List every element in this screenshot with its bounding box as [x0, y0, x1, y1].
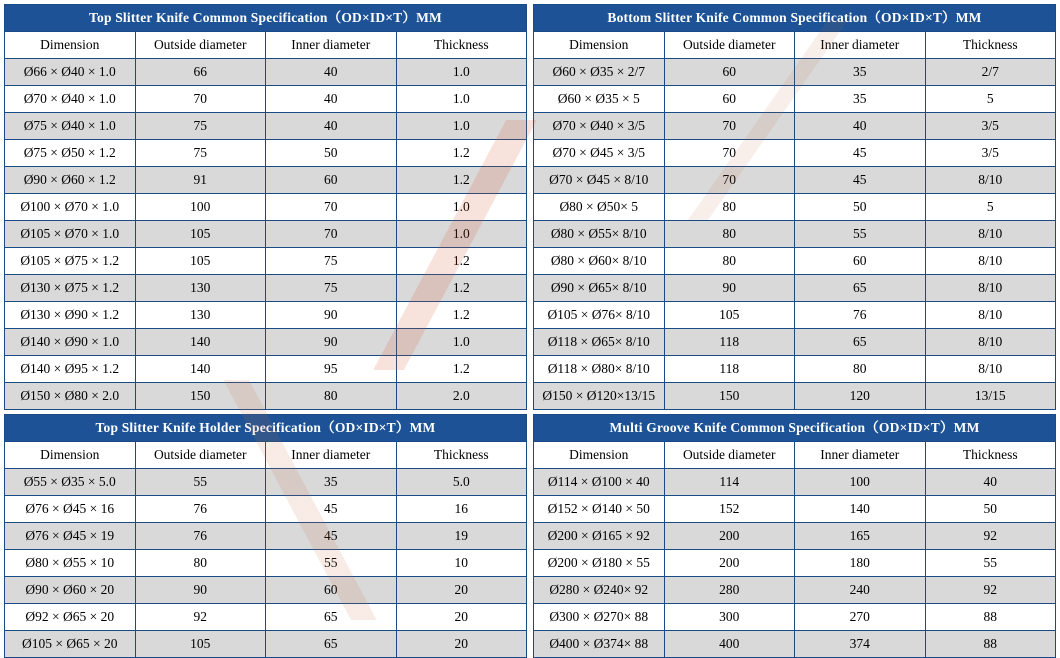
cell-inner-diameter: 140	[795, 496, 926, 523]
cell-dimension: Ø105 × Ø75 × 1.2	[5, 248, 136, 275]
cell-outside-diameter: 75	[135, 140, 266, 167]
cell-thickness: 8/10	[925, 275, 1056, 302]
table-row	[5, 631, 527, 658]
cell-outside-diameter: 400	[664, 631, 795, 658]
cell-thickness: 8/10	[925, 356, 1056, 383]
cell-thickness: 16	[396, 496, 527, 523]
cell-outside-diameter: 80	[664, 221, 795, 248]
cell-thickness: 1.2	[396, 248, 527, 275]
table-row	[534, 496, 1056, 523]
cell-dimension: Ø130 × Ø75 × 1.2	[5, 275, 136, 302]
table-row	[534, 550, 1056, 577]
cell-inner-diameter: 90	[266, 329, 397, 356]
column-header-inner-diameter: Inner diameter	[795, 442, 926, 469]
cell-outside-diameter: 105	[664, 302, 795, 329]
table-row	[534, 329, 1056, 356]
cell-dimension: Ø105 × Ø76× 8/10	[534, 302, 665, 329]
left-column	[4, 4, 527, 651]
table-row	[5, 194, 527, 221]
cell-inner-diameter: 65	[266, 604, 397, 631]
table-row	[5, 248, 527, 275]
table-row	[5, 496, 527, 523]
column-header-dimension: Dimension	[5, 442, 136, 469]
table-row	[534, 577, 1056, 604]
table-row	[534, 604, 1056, 631]
cell-outside-diameter: 150	[135, 383, 266, 410]
cell-inner-diameter: 40	[266, 86, 397, 113]
cell-outside-diameter: 100	[135, 194, 266, 221]
cell-thickness: 1.2	[396, 356, 527, 383]
cell-thickness: 8/10	[925, 167, 1056, 194]
table-row	[534, 523, 1056, 550]
cell-inner-diameter: 45	[266, 523, 397, 550]
cell-dimension: Ø150 × Ø80 × 2.0	[5, 383, 136, 410]
cell-dimension: Ø150 × Ø120×13/15	[534, 383, 665, 410]
table-row	[534, 356, 1056, 383]
table-header-row	[5, 442, 527, 469]
cell-dimension: Ø80 × Ø60× 8/10	[534, 248, 665, 275]
table-top-slitter-knife-holder-specification	[4, 414, 527, 658]
table-title: Top Slitter Knife Common Specification（OD×ID×T）MM	[5, 5, 527, 32]
cell-dimension: Ø400 × Ø374× 88	[534, 631, 665, 658]
cell-dimension: Ø90 × Ø60 × 1.2	[5, 167, 136, 194]
table-body	[534, 469, 1056, 658]
cell-outside-diameter: 105	[135, 221, 266, 248]
cell-dimension: Ø140 × Ø90 × 1.0	[5, 329, 136, 356]
table-row	[5, 523, 527, 550]
cell-inner-diameter: 55	[266, 550, 397, 577]
table-row	[5, 469, 527, 496]
column-header-dimension: Dimension	[5, 32, 136, 59]
table-row	[534, 86, 1056, 113]
cell-dimension: Ø100 × Ø70 × 1.0	[5, 194, 136, 221]
cell-inner-diameter: 65	[266, 631, 397, 658]
cell-inner-diameter: 80	[266, 383, 397, 410]
cell-dimension: Ø80 × Ø55 × 10	[5, 550, 136, 577]
cell-inner-diameter: 40	[795, 113, 926, 140]
cell-dimension: Ø70 × Ø40 × 3/5	[534, 113, 665, 140]
table-title-row	[534, 415, 1056, 442]
cell-dimension: Ø70 × Ø45 × 3/5	[534, 140, 665, 167]
cell-outside-diameter: 105	[135, 631, 266, 658]
cell-dimension: Ø114 × Ø100 × 40	[534, 469, 665, 496]
cell-inner-diameter: 100	[795, 469, 926, 496]
cell-inner-diameter: 40	[266, 59, 397, 86]
cell-outside-diameter: 105	[135, 248, 266, 275]
cell-thickness: 5.0	[396, 469, 527, 496]
table-row	[5, 86, 527, 113]
cell-outside-diameter: 75	[135, 113, 266, 140]
table-title: Bottom Slitter Knife Common Specification（OD×ID×T）MM	[534, 5, 1056, 32]
cell-dimension: Ø60 × Ø35 × 2/7	[534, 59, 665, 86]
cell-dimension: Ø118 × Ø80× 8/10	[534, 356, 665, 383]
cell-dimension: Ø70 × Ø45 × 8/10	[534, 167, 665, 194]
cell-inner-diameter: 65	[795, 329, 926, 356]
table-top-slitter-knife-common-specification	[4, 4, 527, 410]
cell-inner-diameter: 240	[795, 577, 926, 604]
cell-dimension: Ø55 × Ø35 × 5.0	[5, 469, 136, 496]
cell-thickness: 8/10	[925, 329, 1056, 356]
cell-inner-diameter: 70	[266, 221, 397, 248]
cell-dimension: Ø75 × Ø50 × 1.2	[5, 140, 136, 167]
cell-thickness: 20	[396, 577, 527, 604]
cell-dimension: Ø76 × Ø45 × 16	[5, 496, 136, 523]
table-row	[534, 221, 1056, 248]
cell-inner-diameter: 90	[266, 302, 397, 329]
column-header-thickness: Thickness	[396, 442, 527, 469]
cell-dimension: Ø92 × Ø65 × 20	[5, 604, 136, 631]
cell-thickness: 5	[925, 86, 1056, 113]
cell-dimension: Ø105 × Ø65 × 20	[5, 631, 136, 658]
cell-thickness: 1.2	[396, 275, 527, 302]
table-bottom-slitter-knife-common-specification	[533, 4, 1056, 410]
cell-dimension: Ø200 × Ø180 × 55	[534, 550, 665, 577]
cell-outside-diameter: 60	[664, 59, 795, 86]
table-header-row	[534, 442, 1056, 469]
cell-thickness: 1.0	[396, 194, 527, 221]
cell-dimension: Ø105 × Ø70 × 1.0	[5, 221, 136, 248]
cell-dimension: Ø76 × Ø45 × 19	[5, 523, 136, 550]
cell-thickness: 1.0	[396, 86, 527, 113]
cell-dimension: Ø80 × Ø55× 8/10	[534, 221, 665, 248]
cell-inner-diameter: 70	[266, 194, 397, 221]
table-row	[5, 113, 527, 140]
cell-thickness: 88	[925, 604, 1056, 631]
cell-thickness: 2/7	[925, 59, 1056, 86]
table-multi-groove-knife-common-specification	[533, 414, 1056, 658]
cell-thickness: 20	[396, 604, 527, 631]
cell-thickness: 50	[925, 496, 1056, 523]
cell-thickness: 19	[396, 523, 527, 550]
cell-outside-diameter: 90	[135, 577, 266, 604]
cell-thickness: 3/5	[925, 140, 1056, 167]
cell-thickness: 1.0	[396, 329, 527, 356]
table-row	[5, 59, 527, 86]
table-row	[5, 275, 527, 302]
cell-dimension: Ø80 × Ø50× 5	[534, 194, 665, 221]
cell-dimension: Ø75 × Ø40 × 1.0	[5, 113, 136, 140]
column-header-inner-diameter: Inner diameter	[266, 442, 397, 469]
cell-inner-diameter: 75	[266, 275, 397, 302]
cell-inner-diameter: 60	[266, 577, 397, 604]
cell-thickness: 1.0	[396, 221, 527, 248]
cell-thickness: 55	[925, 550, 1056, 577]
cell-dimension: Ø130 × Ø90 × 1.2	[5, 302, 136, 329]
table-row	[534, 113, 1056, 140]
cell-inner-diameter: 270	[795, 604, 926, 631]
cell-outside-diameter: 70	[664, 167, 795, 194]
table-row	[534, 194, 1056, 221]
cell-outside-diameter: 200	[664, 550, 795, 577]
cell-dimension: Ø118 × Ø65× 8/10	[534, 329, 665, 356]
cell-outside-diameter: 130	[135, 302, 266, 329]
column-header-outside-diameter: Outside diameter	[664, 442, 795, 469]
cell-outside-diameter: 80	[135, 550, 266, 577]
cell-thickness: 8/10	[925, 248, 1056, 275]
cell-inner-diameter: 45	[795, 140, 926, 167]
column-header-thickness: Thickness	[396, 32, 527, 59]
column-header-outside-diameter: Outside diameter	[664, 32, 795, 59]
cell-thickness: 8/10	[925, 221, 1056, 248]
cell-outside-diameter: 140	[135, 329, 266, 356]
cell-outside-diameter: 280	[664, 577, 795, 604]
table-row	[534, 59, 1056, 86]
cell-outside-diameter: 114	[664, 469, 795, 496]
table-row	[5, 577, 527, 604]
cell-thickness: 1.2	[396, 302, 527, 329]
cell-thickness: 40	[925, 469, 1056, 496]
table-title: Multi Groove Knife Common Specification（OD×ID×T）MM	[534, 415, 1056, 442]
cell-outside-diameter: 91	[135, 167, 266, 194]
cell-outside-diameter: 118	[664, 329, 795, 356]
cell-inner-diameter: 76	[795, 302, 926, 329]
cell-thickness: 88	[925, 631, 1056, 658]
cell-outside-diameter: 92	[135, 604, 266, 631]
cell-dimension: Ø280 × Ø240× 92	[534, 577, 665, 604]
cell-outside-diameter: 150	[664, 383, 795, 410]
cell-outside-diameter: 55	[135, 469, 266, 496]
column-header-dimension: Dimension	[534, 442, 665, 469]
cell-dimension: Ø60 × Ø35 × 5	[534, 86, 665, 113]
cell-inner-diameter: 80	[795, 356, 926, 383]
table-row	[5, 140, 527, 167]
cell-dimension: Ø70 × Ø40 × 1.0	[5, 86, 136, 113]
table-body	[5, 469, 527, 658]
cell-thickness: 1.2	[396, 140, 527, 167]
cell-dimension: Ø90 × Ø65× 8/10	[534, 275, 665, 302]
table-row	[5, 356, 527, 383]
cell-thickness: 1.0	[396, 59, 527, 86]
cell-thickness: 1.2	[396, 167, 527, 194]
cell-outside-diameter: 76	[135, 523, 266, 550]
cell-dimension: Ø66 × Ø40 × 1.0	[5, 59, 136, 86]
cell-outside-diameter: 152	[664, 496, 795, 523]
cell-thickness: 13/15	[925, 383, 1056, 410]
table-row	[534, 275, 1056, 302]
table-header-row	[534, 32, 1056, 59]
table-header-row	[5, 32, 527, 59]
table-row	[534, 167, 1056, 194]
cell-inner-diameter: 45	[266, 496, 397, 523]
table-title-row	[534, 5, 1056, 32]
table-row	[5, 302, 527, 329]
cell-thickness: 1.0	[396, 113, 527, 140]
column-header-outside-diameter: Outside diameter	[135, 442, 266, 469]
cell-outside-diameter: 66	[135, 59, 266, 86]
cell-dimension: Ø200 × Ø165 × 92	[534, 523, 665, 550]
cell-inner-diameter: 55	[795, 221, 926, 248]
table-row	[5, 550, 527, 577]
table-row	[5, 604, 527, 631]
cell-thickness: 10	[396, 550, 527, 577]
cell-outside-diameter: 70	[135, 86, 266, 113]
cell-outside-diameter: 80	[664, 248, 795, 275]
cell-inner-diameter: 60	[266, 167, 397, 194]
cell-outside-diameter: 60	[664, 86, 795, 113]
cell-inner-diameter: 50	[795, 194, 926, 221]
cell-inner-diameter: 95	[266, 356, 397, 383]
table-row	[5, 329, 527, 356]
cell-inner-diameter: 50	[266, 140, 397, 167]
cell-thickness: 8/10	[925, 302, 1056, 329]
column-header-thickness: Thickness	[925, 32, 1056, 59]
cell-inner-diameter: 35	[795, 59, 926, 86]
column-header-outside-diameter: Outside diameter	[135, 32, 266, 59]
table-row	[5, 221, 527, 248]
cell-thickness: 2.0	[396, 383, 527, 410]
cell-outside-diameter: 90	[664, 275, 795, 302]
cell-dimension: Ø90 × Ø60 × 20	[5, 577, 136, 604]
cell-inner-diameter: 374	[795, 631, 926, 658]
cell-thickness: 3/5	[925, 113, 1056, 140]
table-row	[534, 383, 1056, 410]
cell-outside-diameter: 70	[664, 140, 795, 167]
cell-inner-diameter: 60	[795, 248, 926, 275]
cell-inner-diameter: 35	[266, 469, 397, 496]
table-row	[5, 383, 527, 410]
cell-outside-diameter: 130	[135, 275, 266, 302]
cell-inner-diameter: 120	[795, 383, 926, 410]
table-row	[534, 140, 1056, 167]
table-row	[534, 469, 1056, 496]
cell-dimension: Ø140 × Ø95 × 1.2	[5, 356, 136, 383]
column-header-thickness: Thickness	[925, 442, 1056, 469]
cell-outside-diameter: 300	[664, 604, 795, 631]
table-title-row	[5, 5, 527, 32]
table-row	[534, 631, 1056, 658]
cell-outside-diameter: 70	[664, 113, 795, 140]
column-header-inner-diameter: Inner diameter	[266, 32, 397, 59]
column-header-inner-diameter: Inner diameter	[795, 32, 926, 59]
table-row	[5, 167, 527, 194]
table-body	[5, 59, 527, 410]
cell-outside-diameter: 200	[664, 523, 795, 550]
cell-outside-diameter: 118	[664, 356, 795, 383]
cell-inner-diameter: 180	[795, 550, 926, 577]
cell-inner-diameter: 40	[266, 113, 397, 140]
cell-inner-diameter: 45	[795, 167, 926, 194]
cell-thickness: 20	[396, 631, 527, 658]
table-title-row	[5, 415, 527, 442]
cell-outside-diameter: 76	[135, 496, 266, 523]
cell-inner-diameter: 35	[795, 86, 926, 113]
cell-thickness: 92	[925, 577, 1056, 604]
cell-outside-diameter: 140	[135, 356, 266, 383]
cell-dimension: Ø152 × Ø140 × 50	[534, 496, 665, 523]
cell-outside-diameter: 80	[664, 194, 795, 221]
column-header-dimension: Dimension	[534, 32, 665, 59]
cell-thickness: 92	[925, 523, 1056, 550]
cell-dimension: Ø300 × Ø270× 88	[534, 604, 665, 631]
table-title: Top Slitter Knife Holder Specification（OD×ID×T）MM	[5, 415, 527, 442]
table-body	[534, 59, 1056, 410]
cell-thickness: 5	[925, 194, 1056, 221]
table-row	[534, 248, 1056, 275]
cell-inner-diameter: 165	[795, 523, 926, 550]
cell-inner-diameter: 75	[266, 248, 397, 275]
right-column	[533, 4, 1056, 651]
table-row	[534, 302, 1056, 329]
cell-inner-diameter: 65	[795, 275, 926, 302]
